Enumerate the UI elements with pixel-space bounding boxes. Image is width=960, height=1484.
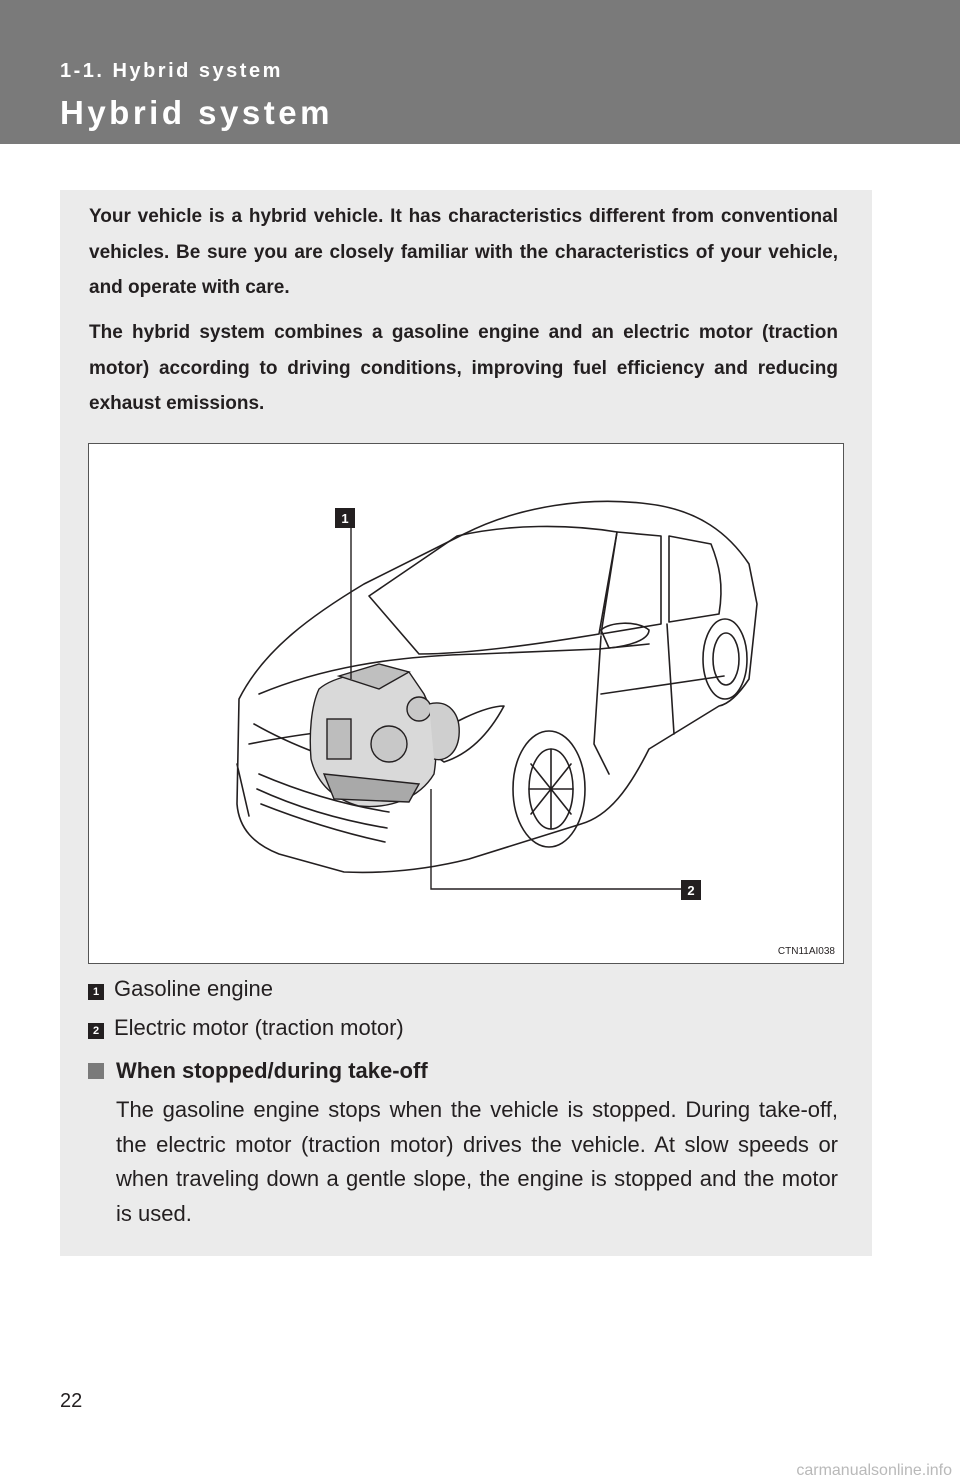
legend-badge-1: 1 [88, 984, 104, 1000]
rear-wheel [703, 619, 747, 699]
chapter-header-bar [0, 0, 960, 144]
vehicle-illustration [88, 443, 844, 964]
windshield [369, 526, 617, 654]
engine-assembly [310, 664, 459, 807]
section-heading-text: When stopped/during take-off [116, 1058, 428, 1083]
car-body-outline [237, 501, 757, 872]
callout-number-1: 1 [341, 511, 349, 526]
intro-paragraph-1: Your vehicle is a hybrid vehicle. It has characteristics different from conventional vehicles. Be sure you are closely familiar with the characteristics of your vehicle, and operate with care. [89, 206, 838, 298]
legend-item-electric-motor [88, 1014, 404, 1042]
callout-line-2 [431, 789, 681, 889]
intro-paragraph-2: The hybrid system combines a gasoline engine and an electric motor (traction motor) according to driving conditions, improving fuel efficiency and reducing exhaust emissions. [89, 322, 838, 414]
section-body-text: The gasoline engine stops when the vehicle is stopped. During take-off, the electric motor (traction motor) drives the vehicle. At slow speeds or when traveling down a gentle slope, the engine is stopped and the motor is used. [116, 1097, 838, 1226]
section-heading [88, 1058, 428, 1084]
section-label: 1-1. Hybrid system [60, 60, 283, 82]
legend-item-gasoline-engine [88, 975, 273, 1003]
legend-label-2: Electric motor (traction motor) [114, 1015, 404, 1040]
page-number: 22 [60, 1390, 83, 1412]
car-drawing [89, 444, 845, 965]
callout-number-2: 2 [687, 883, 695, 898]
legend-label-1: Gasoline engine [114, 976, 274, 1001]
legend-badge-2: 2 [88, 1023, 104, 1039]
page-title: Hybrid system [60, 94, 333, 131]
watermark: carmanualsonline.info [796, 1462, 952, 1479]
figure-code: CTN11AI038 [777, 946, 835, 957]
front-side-window [601, 532, 661, 634]
rear-side-window [669, 536, 721, 622]
heading-square-icon [88, 1063, 104, 1079]
